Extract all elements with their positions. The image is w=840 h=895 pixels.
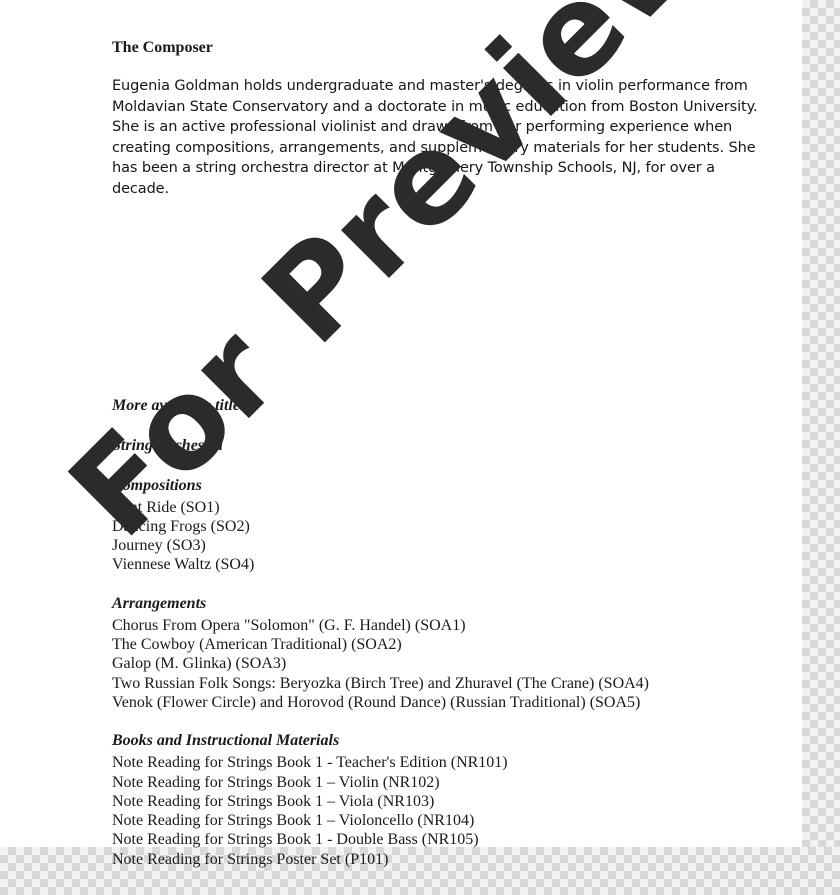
list-item: Two Russian Folk Songs: Beryozka (Birch Tree) and Zhuravel (The Crane) (SOA4) xyxy=(112,674,650,692)
group-heading: Books and Instructional Materials xyxy=(112,732,340,750)
transparency-checkerboard-right xyxy=(802,0,840,895)
list-item: Note Reading for Strings Book 1 – Violin (NR102) xyxy=(112,773,440,791)
group-heading: Arrangements xyxy=(112,594,207,612)
category-heading-string-orchestra: String Orchestra xyxy=(112,436,223,454)
vertical-spacer xyxy=(112,712,772,731)
vertical-spacer xyxy=(112,200,772,396)
document-content xyxy=(112,38,772,869)
list-item: Note Reading for Strings Poster Set (P101) xyxy=(112,850,389,868)
list-item: Journey (SO3) xyxy=(112,537,206,555)
vertical-spacer xyxy=(112,575,772,594)
list-item: Note Reading for Strings Book 1 – Violoncello (NR104) xyxy=(112,812,475,830)
list-item: Dancing Frogs (SO2) xyxy=(112,517,250,535)
vertical-spacer xyxy=(112,456,772,476)
composer-bio-paragraph: Eugenia Goldman holds undergraduate and master's degrees in violin performance from Moldavian State Conservatory and a doctorate in music education from Boston University. She is an active professional violinist and draws from her performing experience when creating compositions, arrangements, and supplementary materials for her students. She has been a string orchestra director at Montgomery Township Schools, NJ, for over a decade. xyxy=(112,78,758,197)
list-item: Galop (M. Glinka) (SOA3) xyxy=(112,655,287,673)
group-heading: Compositions xyxy=(112,476,202,494)
list-item: Chorus From Opera "Solomon" (G. F. Handel) (SOA1) xyxy=(112,616,466,634)
more-titles-heading: More available titles: xyxy=(112,396,252,414)
group-books-and-instructional-materials xyxy=(112,731,772,869)
title-list-books xyxy=(112,753,772,869)
list-item: Note Reading for Strings Book 1 - Teacher's Edition (NR101) xyxy=(112,754,508,772)
list-item: Note Reading for Strings Book 1 – Viola (NR103) xyxy=(112,792,435,810)
list-item: Venok (Flower Circle) and Horovod (Round Dance) (Russian Traditional) (SOA5) xyxy=(112,693,641,711)
watermark-text: For Preview xyxy=(42,0,738,565)
group-compositions xyxy=(112,476,772,575)
list-item: Note Reading for Strings Book 1 - Double Bass (NR105) xyxy=(112,831,479,849)
title-list-arrangements xyxy=(112,616,772,712)
list-item: Viennese Waltz (SO4) xyxy=(112,556,255,574)
composer-section-heading: The Composer xyxy=(112,39,213,56)
group-arrangements xyxy=(112,594,772,712)
list-item: Boat Ride (SO1) xyxy=(112,498,220,516)
list-item: The Cowboy (American Traditional) (SOA2) xyxy=(112,636,402,654)
title-list-compositions xyxy=(112,498,772,575)
vertical-spacer xyxy=(112,416,772,436)
